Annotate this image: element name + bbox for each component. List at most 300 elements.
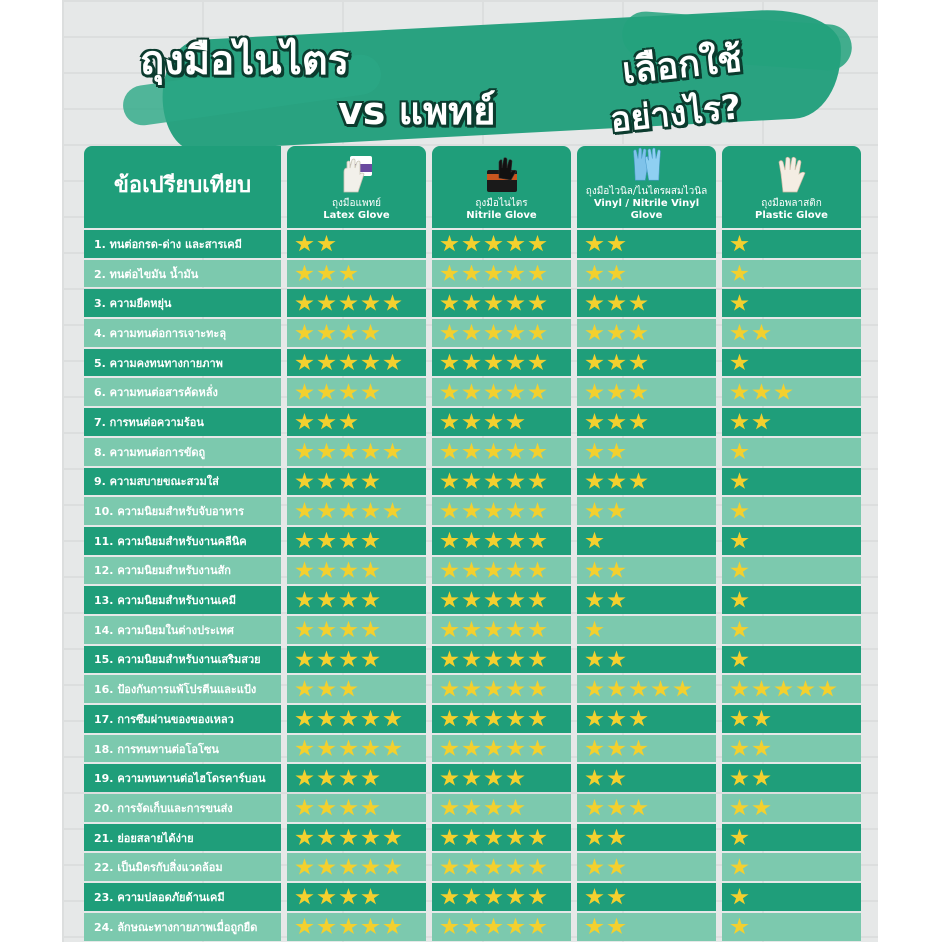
rating-cell xyxy=(577,438,716,466)
star-icon xyxy=(528,502,547,520)
rating-cell xyxy=(432,675,571,703)
star-icon xyxy=(317,918,336,936)
star-icon xyxy=(317,532,336,550)
star-icon xyxy=(462,561,481,579)
rating-cell xyxy=(287,913,426,941)
star-icon xyxy=(730,591,749,609)
star-icon xyxy=(730,294,749,312)
star-icon xyxy=(818,680,837,698)
table-row xyxy=(84,764,864,792)
rating-cell xyxy=(722,557,861,585)
plastic-glove-icon xyxy=(775,154,809,194)
rating-cell xyxy=(432,527,571,555)
star-icon xyxy=(317,265,336,283)
star-icon xyxy=(585,294,604,312)
star-icon xyxy=(317,740,336,758)
rating-cell xyxy=(722,378,861,406)
star-icon xyxy=(607,888,626,906)
star-icon xyxy=(528,650,547,668)
star-icon xyxy=(462,888,481,906)
star-icon xyxy=(585,680,604,698)
criteria-label: 10. ความนิยมสำหรับจับอาหาร xyxy=(84,497,281,525)
criteria-label: 17. การซึมผ่านของของเหลว xyxy=(84,705,281,733)
title-line-2: vs แพทย์ xyxy=(338,89,496,133)
star-icon xyxy=(440,294,459,312)
star-icon xyxy=(295,472,314,490)
star-icon xyxy=(528,265,547,283)
star-icon xyxy=(361,769,380,787)
star-icon xyxy=(629,799,648,817)
star-icon xyxy=(440,740,459,758)
star-icon xyxy=(506,502,525,520)
table-row xyxy=(84,616,864,644)
star-icon xyxy=(796,680,815,698)
star-icon xyxy=(730,621,749,639)
star-icon xyxy=(361,443,380,461)
star-icon xyxy=(528,354,547,372)
rating-cell xyxy=(722,349,861,377)
table-row xyxy=(84,646,864,674)
star-icon xyxy=(528,383,547,401)
rating-cell xyxy=(577,794,716,822)
rating-cell xyxy=(722,527,861,555)
rating-cell xyxy=(287,260,426,288)
star-icon xyxy=(585,769,604,787)
star-icon xyxy=(361,740,380,758)
star-icon xyxy=(730,799,749,817)
table-row xyxy=(84,319,864,347)
rating-cell xyxy=(432,735,571,763)
rating-cell xyxy=(577,675,716,703)
star-icon xyxy=(440,383,459,401)
rating-cell xyxy=(287,408,426,436)
star-icon xyxy=(730,413,749,431)
star-icon xyxy=(506,888,525,906)
table-row xyxy=(84,230,864,258)
rating-cell xyxy=(287,586,426,614)
star-icon xyxy=(528,829,547,847)
table-row xyxy=(84,468,864,496)
star-icon xyxy=(506,650,525,668)
star-icon xyxy=(506,680,525,698)
rating-cell xyxy=(432,260,571,288)
rating-cell xyxy=(432,378,571,406)
rating-cell xyxy=(432,468,571,496)
column-header-vinyl xyxy=(577,146,716,228)
rating-cell xyxy=(432,319,571,347)
rating-cell xyxy=(432,557,571,585)
star-icon xyxy=(607,443,626,461)
rating-cell xyxy=(577,468,716,496)
star-icon xyxy=(339,265,358,283)
rating-cell xyxy=(577,586,716,614)
star-icon xyxy=(607,472,626,490)
star-icon xyxy=(317,769,336,787)
rating-cell xyxy=(287,764,426,792)
star-icon xyxy=(607,294,626,312)
star-icon xyxy=(361,591,380,609)
star-icon xyxy=(317,324,336,342)
comparison-table xyxy=(84,146,864,941)
star-icon xyxy=(440,591,459,609)
table-row xyxy=(84,794,864,822)
rating-cell xyxy=(577,853,716,881)
star-icon xyxy=(383,294,402,312)
star-icon xyxy=(339,918,358,936)
rating-cell xyxy=(722,735,861,763)
rating-cell xyxy=(577,289,716,317)
star-icon xyxy=(585,532,604,550)
column-header-latex-en: Latex Glove xyxy=(323,210,390,221)
star-icon xyxy=(585,354,604,372)
star-icon xyxy=(585,799,604,817)
criteria-label: 5. ความคงทนทางกายภาพ xyxy=(84,349,281,377)
rating-cell xyxy=(577,527,716,555)
star-icon xyxy=(506,799,525,817)
rating-cell xyxy=(432,438,571,466)
rating-cell xyxy=(722,616,861,644)
star-icon xyxy=(607,680,626,698)
star-icon xyxy=(730,918,749,936)
star-icon xyxy=(339,561,358,579)
rating-cell xyxy=(577,497,716,525)
rating-cell xyxy=(722,913,861,941)
star-icon xyxy=(585,443,604,461)
star-icon xyxy=(484,354,503,372)
star-icon xyxy=(607,561,626,579)
star-icon xyxy=(339,502,358,520)
star-icon xyxy=(506,472,525,490)
star-icon xyxy=(730,888,749,906)
star-icon xyxy=(528,888,547,906)
star-icon xyxy=(752,383,771,401)
star-icon xyxy=(361,472,380,490)
criteria-label: 15. ความนิยมสำหรับงานเสริมสวย xyxy=(84,646,281,674)
star-icon xyxy=(295,324,314,342)
rating-cell xyxy=(722,646,861,674)
star-icon xyxy=(484,650,503,668)
question-line-1: เลือกใช้ xyxy=(620,38,744,93)
star-icon xyxy=(607,918,626,936)
star-icon xyxy=(295,799,314,817)
star-icon xyxy=(484,443,503,461)
criteria-label: 20. การจัดเก็บและการขนส่ง xyxy=(84,794,281,822)
star-icon xyxy=(629,472,648,490)
star-icon xyxy=(484,502,503,520)
rating-cell xyxy=(722,468,861,496)
star-icon xyxy=(752,799,771,817)
criteria-label: 18. การทนทานต่อโอโซน xyxy=(84,735,281,763)
star-icon xyxy=(361,918,380,936)
criteria-label: 14. ความนิยมในต่างประเทศ xyxy=(84,616,281,644)
star-icon xyxy=(295,769,314,787)
star-icon xyxy=(484,294,503,312)
star-icon xyxy=(484,383,503,401)
star-icon xyxy=(585,413,604,431)
star-icon xyxy=(585,502,604,520)
star-icon xyxy=(462,740,481,758)
star-icon xyxy=(295,561,314,579)
star-icon xyxy=(462,502,481,520)
star-icon xyxy=(440,324,459,342)
star-icon xyxy=(462,294,481,312)
star-icon xyxy=(506,561,525,579)
star-icon xyxy=(585,235,604,253)
star-icon xyxy=(339,443,358,461)
star-icon xyxy=(506,413,525,431)
table-row xyxy=(84,497,864,525)
rating-cell xyxy=(287,853,426,881)
star-icon xyxy=(506,265,525,283)
star-icon xyxy=(339,858,358,876)
star-icon xyxy=(295,591,314,609)
star-icon xyxy=(585,710,604,728)
star-icon xyxy=(506,383,525,401)
star-icon xyxy=(607,858,626,876)
rating-cell xyxy=(287,883,426,911)
rating-cell xyxy=(722,260,861,288)
star-icon xyxy=(295,621,314,639)
star-icon xyxy=(383,858,402,876)
rating-cell xyxy=(287,646,426,674)
star-icon xyxy=(383,354,402,372)
star-icon xyxy=(730,740,749,758)
star-icon xyxy=(484,710,503,728)
column-header-vinyl-th: ถุงมือไวนิล/ไนไตรผสมไวนิล xyxy=(585,186,708,197)
star-icon xyxy=(506,443,525,461)
star-icon xyxy=(607,829,626,847)
rating-cell xyxy=(287,468,426,496)
rating-cell xyxy=(577,883,716,911)
star-icon xyxy=(484,235,503,253)
star-icon xyxy=(383,710,402,728)
star-icon xyxy=(506,235,525,253)
star-icon xyxy=(295,443,314,461)
rating-cell xyxy=(577,557,716,585)
star-icon xyxy=(361,532,380,550)
star-icon xyxy=(339,680,358,698)
table-row xyxy=(84,289,864,317)
rating-cell xyxy=(577,230,716,258)
rating-cell xyxy=(577,349,716,377)
star-icon xyxy=(295,294,314,312)
star-icon xyxy=(484,918,503,936)
star-icon xyxy=(462,383,481,401)
star-icon xyxy=(339,888,358,906)
criteria-header xyxy=(84,146,281,228)
star-icon xyxy=(383,502,402,520)
star-icon xyxy=(607,383,626,401)
star-icon xyxy=(317,502,336,520)
star-icon xyxy=(462,591,481,609)
star-icon xyxy=(383,829,402,847)
latex-glove-icon xyxy=(340,154,374,194)
star-icon xyxy=(506,532,525,550)
star-icon xyxy=(629,680,648,698)
rating-cell xyxy=(287,794,426,822)
table-row xyxy=(84,824,864,852)
nitrile-glove-icon xyxy=(485,154,519,194)
rating-cell xyxy=(722,586,861,614)
star-icon xyxy=(383,740,402,758)
table-row xyxy=(84,260,864,288)
star-icon xyxy=(585,265,604,283)
criteria-label: 9. ความสบายขณะสวมใส่ xyxy=(84,468,281,496)
star-icon xyxy=(295,265,314,283)
star-icon xyxy=(752,740,771,758)
criteria-label: 1. ทนต่อกรด-ด่าง และสารเคมี xyxy=(84,230,281,258)
star-icon xyxy=(339,472,358,490)
table-row xyxy=(84,675,864,703)
star-icon xyxy=(730,472,749,490)
rating-cell xyxy=(287,289,426,317)
rating-cell xyxy=(432,705,571,733)
star-icon xyxy=(462,710,481,728)
criteria-label: 24. ลักษณะทางกายภาพเมื่อถูกยืด xyxy=(84,913,281,941)
star-icon xyxy=(484,680,503,698)
star-icon xyxy=(506,740,525,758)
rating-cell xyxy=(432,586,571,614)
star-icon xyxy=(629,354,648,372)
column-header-latex xyxy=(287,146,426,228)
rating-cell xyxy=(432,230,571,258)
star-icon xyxy=(774,383,793,401)
star-icon xyxy=(484,265,503,283)
star-icon xyxy=(383,443,402,461)
table-row xyxy=(84,349,864,377)
criteria-label: 4. ความทนต่อการเจาะทะลุ xyxy=(84,319,281,347)
star-icon xyxy=(295,383,314,401)
star-icon xyxy=(484,591,503,609)
star-icon xyxy=(730,324,749,342)
star-icon xyxy=(462,918,481,936)
star-icon xyxy=(440,710,459,728)
criteria-label: 7. การทนต่อความร้อน xyxy=(84,408,281,436)
star-icon xyxy=(506,829,525,847)
star-icon xyxy=(585,918,604,936)
star-icon xyxy=(528,324,547,342)
star-icon xyxy=(462,829,481,847)
star-icon xyxy=(440,650,459,668)
star-icon xyxy=(607,591,626,609)
rating-cell xyxy=(577,319,716,347)
star-icon xyxy=(752,680,771,698)
star-icon xyxy=(440,265,459,283)
star-icon xyxy=(730,502,749,520)
star-icon xyxy=(339,829,358,847)
star-icon xyxy=(585,383,604,401)
column-header-plastic-th: ถุงมือพลาสติก xyxy=(761,198,822,209)
star-icon xyxy=(607,710,626,728)
rating-cell xyxy=(287,675,426,703)
star-icon xyxy=(440,829,459,847)
rating-cell xyxy=(577,824,716,852)
rating-cell xyxy=(577,260,716,288)
table-row xyxy=(84,586,864,614)
rating-cell xyxy=(432,408,571,436)
star-icon xyxy=(730,443,749,461)
star-icon xyxy=(295,680,314,698)
star-icon xyxy=(528,680,547,698)
star-icon xyxy=(607,769,626,787)
star-icon xyxy=(585,621,604,639)
star-icon xyxy=(752,413,771,431)
rating-cell xyxy=(432,794,571,822)
column-header-nitrile-en: Nitrile Glove xyxy=(466,210,537,221)
criteria-label: 23. ความปลอดภัยด้านเคมี xyxy=(84,883,281,911)
star-icon xyxy=(528,472,547,490)
criteria-label: 12. ความนิยมสำหรับงานสัก xyxy=(84,557,281,585)
star-icon xyxy=(484,472,503,490)
star-icon xyxy=(295,650,314,668)
criteria-label: 22. เป็นมิตรกับสิ่งแวดล้อม xyxy=(84,853,281,881)
star-icon xyxy=(506,710,525,728)
star-icon xyxy=(295,532,314,550)
star-icon xyxy=(317,680,336,698)
star-icon xyxy=(528,235,547,253)
star-icon xyxy=(440,532,459,550)
rating-cell xyxy=(432,913,571,941)
star-icon xyxy=(361,710,380,728)
star-icon xyxy=(295,858,314,876)
table-row xyxy=(84,853,864,881)
column-header-vinyl-en: Vinyl / Nitrile Vinyl Glove xyxy=(593,198,700,221)
star-icon xyxy=(361,621,380,639)
rating-cell xyxy=(577,616,716,644)
column-header-nitrile-th: ถุงมือไนไตร xyxy=(475,198,528,209)
star-icon xyxy=(440,621,459,639)
table-row xyxy=(84,705,864,733)
rating-cell xyxy=(577,646,716,674)
star-icon xyxy=(607,502,626,520)
star-icon xyxy=(317,413,336,431)
star-icon xyxy=(317,235,336,253)
star-icon xyxy=(440,472,459,490)
star-icon xyxy=(730,769,749,787)
rating-cell xyxy=(432,616,571,644)
star-icon xyxy=(585,888,604,906)
star-icon xyxy=(317,591,336,609)
star-icon xyxy=(339,650,358,668)
rating-cell xyxy=(287,319,426,347)
criteria-label: 6. ความทนต่อสารคัดหลั่ง xyxy=(84,378,281,406)
star-icon xyxy=(295,888,314,906)
rating-cell xyxy=(287,735,426,763)
star-icon xyxy=(528,858,547,876)
star-icon xyxy=(462,354,481,372)
star-icon xyxy=(528,443,547,461)
star-icon xyxy=(317,354,336,372)
star-icon xyxy=(361,858,380,876)
rating-cell xyxy=(432,883,571,911)
star-icon xyxy=(440,888,459,906)
star-icon xyxy=(440,769,459,787)
star-icon xyxy=(295,354,314,372)
rating-cell xyxy=(287,438,426,466)
rating-cell xyxy=(287,557,426,585)
star-icon xyxy=(317,443,336,461)
star-icon xyxy=(339,710,358,728)
star-icon xyxy=(295,502,314,520)
star-icon xyxy=(607,650,626,668)
table-row xyxy=(84,408,864,436)
star-icon xyxy=(462,413,481,431)
table-row xyxy=(84,735,864,763)
star-icon xyxy=(317,858,336,876)
star-icon xyxy=(484,740,503,758)
table-row xyxy=(84,527,864,555)
star-icon xyxy=(317,888,336,906)
